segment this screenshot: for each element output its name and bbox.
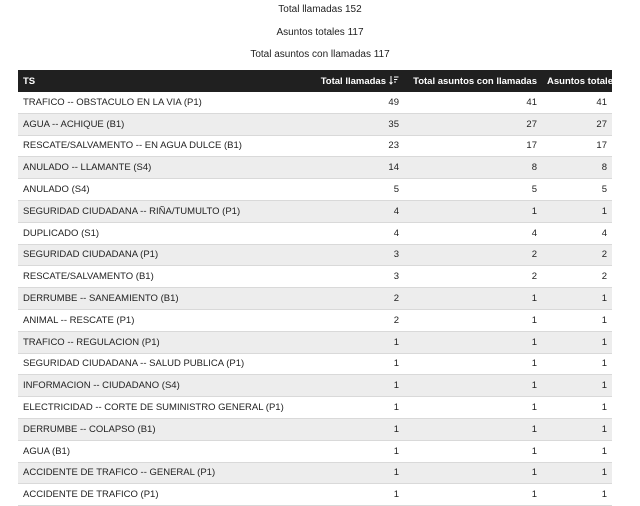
cell-asuntos-totales: 2 [542, 266, 612, 288]
cell-ts: SEGURIDAD CIUDADANA (P1) [18, 244, 296, 266]
column-header-ts[interactable] [18, 70, 296, 92]
cell-asuntos-totales: 1 [542, 200, 612, 222]
cell-total-asuntos-con-llamadas: 1 [404, 375, 542, 397]
cell-total-llamadas: 1 [296, 397, 404, 419]
cell-ts: ELECTRICIDAD -- CORTE DE SUMINISTRO GENERAL (P1) [18, 397, 296, 419]
cell-total-asuntos-con-llamadas: 1 [404, 484, 542, 506]
cell-asuntos-totales: 8 [542, 157, 612, 179]
table-row [18, 113, 612, 135]
cell-total-llamadas: 1 [296, 353, 404, 375]
table-row [18, 331, 612, 353]
summary-asuntos-totales: Asuntos totales 117 [276, 27, 364, 38]
cell-ts: INFORMACION -- CIUDADANO (S4) [18, 375, 296, 397]
cell-total-asuntos-con-llamadas: 1 [404, 418, 542, 440]
cell-ts: AGUA -- ACHIQUE (B1) [18, 113, 296, 135]
table-row [18, 222, 612, 244]
table-row [18, 92, 612, 113]
cell-ts: ANIMAL -- RESCATE (P1) [18, 309, 296, 331]
cell-asuntos-totales: 1 [542, 353, 612, 375]
summary-total-llamadas: Total llamadas 152 [278, 4, 362, 15]
table-row [18, 353, 612, 375]
cell-total-llamadas: 49 [296, 92, 404, 113]
cell-asuntos-totales: 1 [542, 484, 612, 506]
cell-total-llamadas: 1 [296, 418, 404, 440]
cell-total-asuntos-con-llamadas: 1 [404, 353, 542, 375]
cell-total-asuntos-con-llamadas: 1 [404, 397, 542, 419]
table-row [18, 462, 612, 484]
column-header-asuntos-totales[interactable] [542, 70, 619, 92]
cell-total-asuntos-con-llamadas: 27 [404, 113, 542, 135]
summary-total-asuntos-con-llamadas: Total asuntos con llamadas 117 [250, 49, 390, 60]
cell-total-llamadas: 35 [296, 113, 404, 135]
cell-asuntos-totales: 1 [542, 397, 612, 419]
cell-total-llamadas: 3 [296, 244, 404, 266]
cell-total-asuntos-con-llamadas: 1 [404, 462, 542, 484]
cell-asuntos-totales: 27 [542, 113, 612, 135]
cell-total-asuntos-con-llamadas: 1 [404, 288, 542, 310]
cell-total-llamadas: 1 [296, 375, 404, 397]
cell-asuntos-totales: 1 [542, 462, 612, 484]
table-row [18, 397, 612, 419]
cell-ts: TRAFICO -- OBSTACULO EN LA VIA (P1) [18, 92, 296, 113]
cell-total-asuntos-con-llamadas: 1 [404, 331, 542, 353]
cell-total-llamadas: 3 [296, 266, 404, 288]
table-row [18, 266, 612, 288]
cell-asuntos-totales: 1 [542, 288, 612, 310]
cell-total-asuntos-con-llamadas: 1 [404, 200, 542, 222]
cell-total-llamadas: 2 [296, 309, 404, 331]
table-row [18, 135, 612, 157]
cell-asuntos-totales: 41 [542, 92, 612, 113]
cell-ts: TRAFICO -- REGULACION (P1) [18, 331, 296, 353]
cell-ts: ANULADO -- LLAMANTE (S4) [18, 157, 296, 179]
cell-asuntos-totales: 17 [542, 135, 612, 157]
cell-total-llamadas: 5 [296, 179, 404, 201]
column-header-total-asuntos-con-llamadas[interactable] [404, 70, 542, 92]
table-row [18, 375, 612, 397]
table-row [18, 440, 612, 462]
table-row [18, 418, 612, 440]
cell-total-llamadas: 23 [296, 135, 404, 157]
cell-total-asuntos-con-llamadas: 2 [404, 244, 542, 266]
cell-asuntos-totales: 1 [542, 418, 612, 440]
cell-asuntos-totales: 2 [542, 244, 612, 266]
cell-total-asuntos-con-llamadas: 2 [404, 266, 542, 288]
cell-asuntos-totales: 1 [542, 375, 612, 397]
cell-asuntos-totales: 5 [542, 179, 612, 201]
data-table [18, 70, 619, 506]
table-row [18, 179, 612, 201]
column-header-total-llamadas[interactable] [296, 70, 404, 92]
cell-total-asuntos-con-llamadas: 4 [404, 222, 542, 244]
column-header-total-llamadas-label: Total llamadas [320, 75, 386, 87]
cell-total-llamadas: 4 [296, 200, 404, 222]
cell-total-asuntos-con-llamadas: 1 [404, 440, 542, 462]
cell-ts: ACCIDENTE DE TRAFICO -- GENERAL (P1) [18, 462, 296, 484]
cell-total-llamadas: 4 [296, 222, 404, 244]
cell-total-asuntos-con-llamadas: 41 [404, 92, 542, 113]
column-header-total-asuntos-con-llamadas-label: Total asuntos con llamadas [413, 75, 537, 87]
cell-ts: DUPLICADO (S1) [18, 222, 296, 244]
cell-asuntos-totales: 1 [542, 440, 612, 462]
cell-asuntos-totales: 1 [542, 331, 612, 353]
cell-total-llamadas: 14 [296, 157, 404, 179]
table-header-row [18, 70, 612, 92]
cell-ts: AGUA (B1) [18, 440, 296, 462]
cell-ts: DERRUMBE -- COLAPSO (B1) [18, 418, 296, 440]
column-header-ts-label: TS [23, 75, 36, 87]
cell-ts: SEGURIDAD CIUDADANA -- SALUD PUBLICA (P1) [18, 353, 296, 375]
cell-total-asuntos-con-llamadas: 1 [404, 309, 542, 331]
sort-descending-icon[interactable] [389, 75, 399, 88]
cell-ts: ACCIDENTE DE TRAFICO (P1) [18, 484, 296, 506]
cell-total-asuntos-con-llamadas: 17 [404, 135, 542, 157]
cell-total-llamadas: 2 [296, 288, 404, 310]
cell-total-llamadas: 1 [296, 484, 404, 506]
table-row [18, 309, 612, 331]
cell-total-asuntos-con-llamadas: 8 [404, 157, 542, 179]
cell-asuntos-totales: 1 [542, 309, 612, 331]
cell-total-asuntos-con-llamadas: 5 [404, 179, 542, 201]
cell-ts: ANULADO (S4) [18, 179, 296, 201]
cell-total-llamadas: 1 [296, 462, 404, 484]
cell-ts: SEGURIDAD CIUDADANA -- RIÑA/TUMULTO (P1) [18, 200, 296, 222]
cell-ts: DERRUMBE -- SANEAMIENTO (B1) [18, 288, 296, 310]
table-row [18, 200, 612, 222]
cell-total-llamadas: 1 [296, 331, 404, 353]
column-header-asuntos-totales-label: Asuntos totales [547, 75, 619, 87]
cell-asuntos-totales: 4 [542, 222, 612, 244]
table-row [18, 244, 612, 266]
cell-ts: RESCATE/SALVAMENTO -- EN AGUA DULCE (B1) [18, 135, 296, 157]
table-row [18, 157, 612, 179]
cell-total-llamadas: 1 [296, 440, 404, 462]
table-row [18, 484, 612, 506]
table-row [18, 288, 612, 310]
cell-ts: RESCATE/SALVAMENTO (B1) [18, 266, 296, 288]
